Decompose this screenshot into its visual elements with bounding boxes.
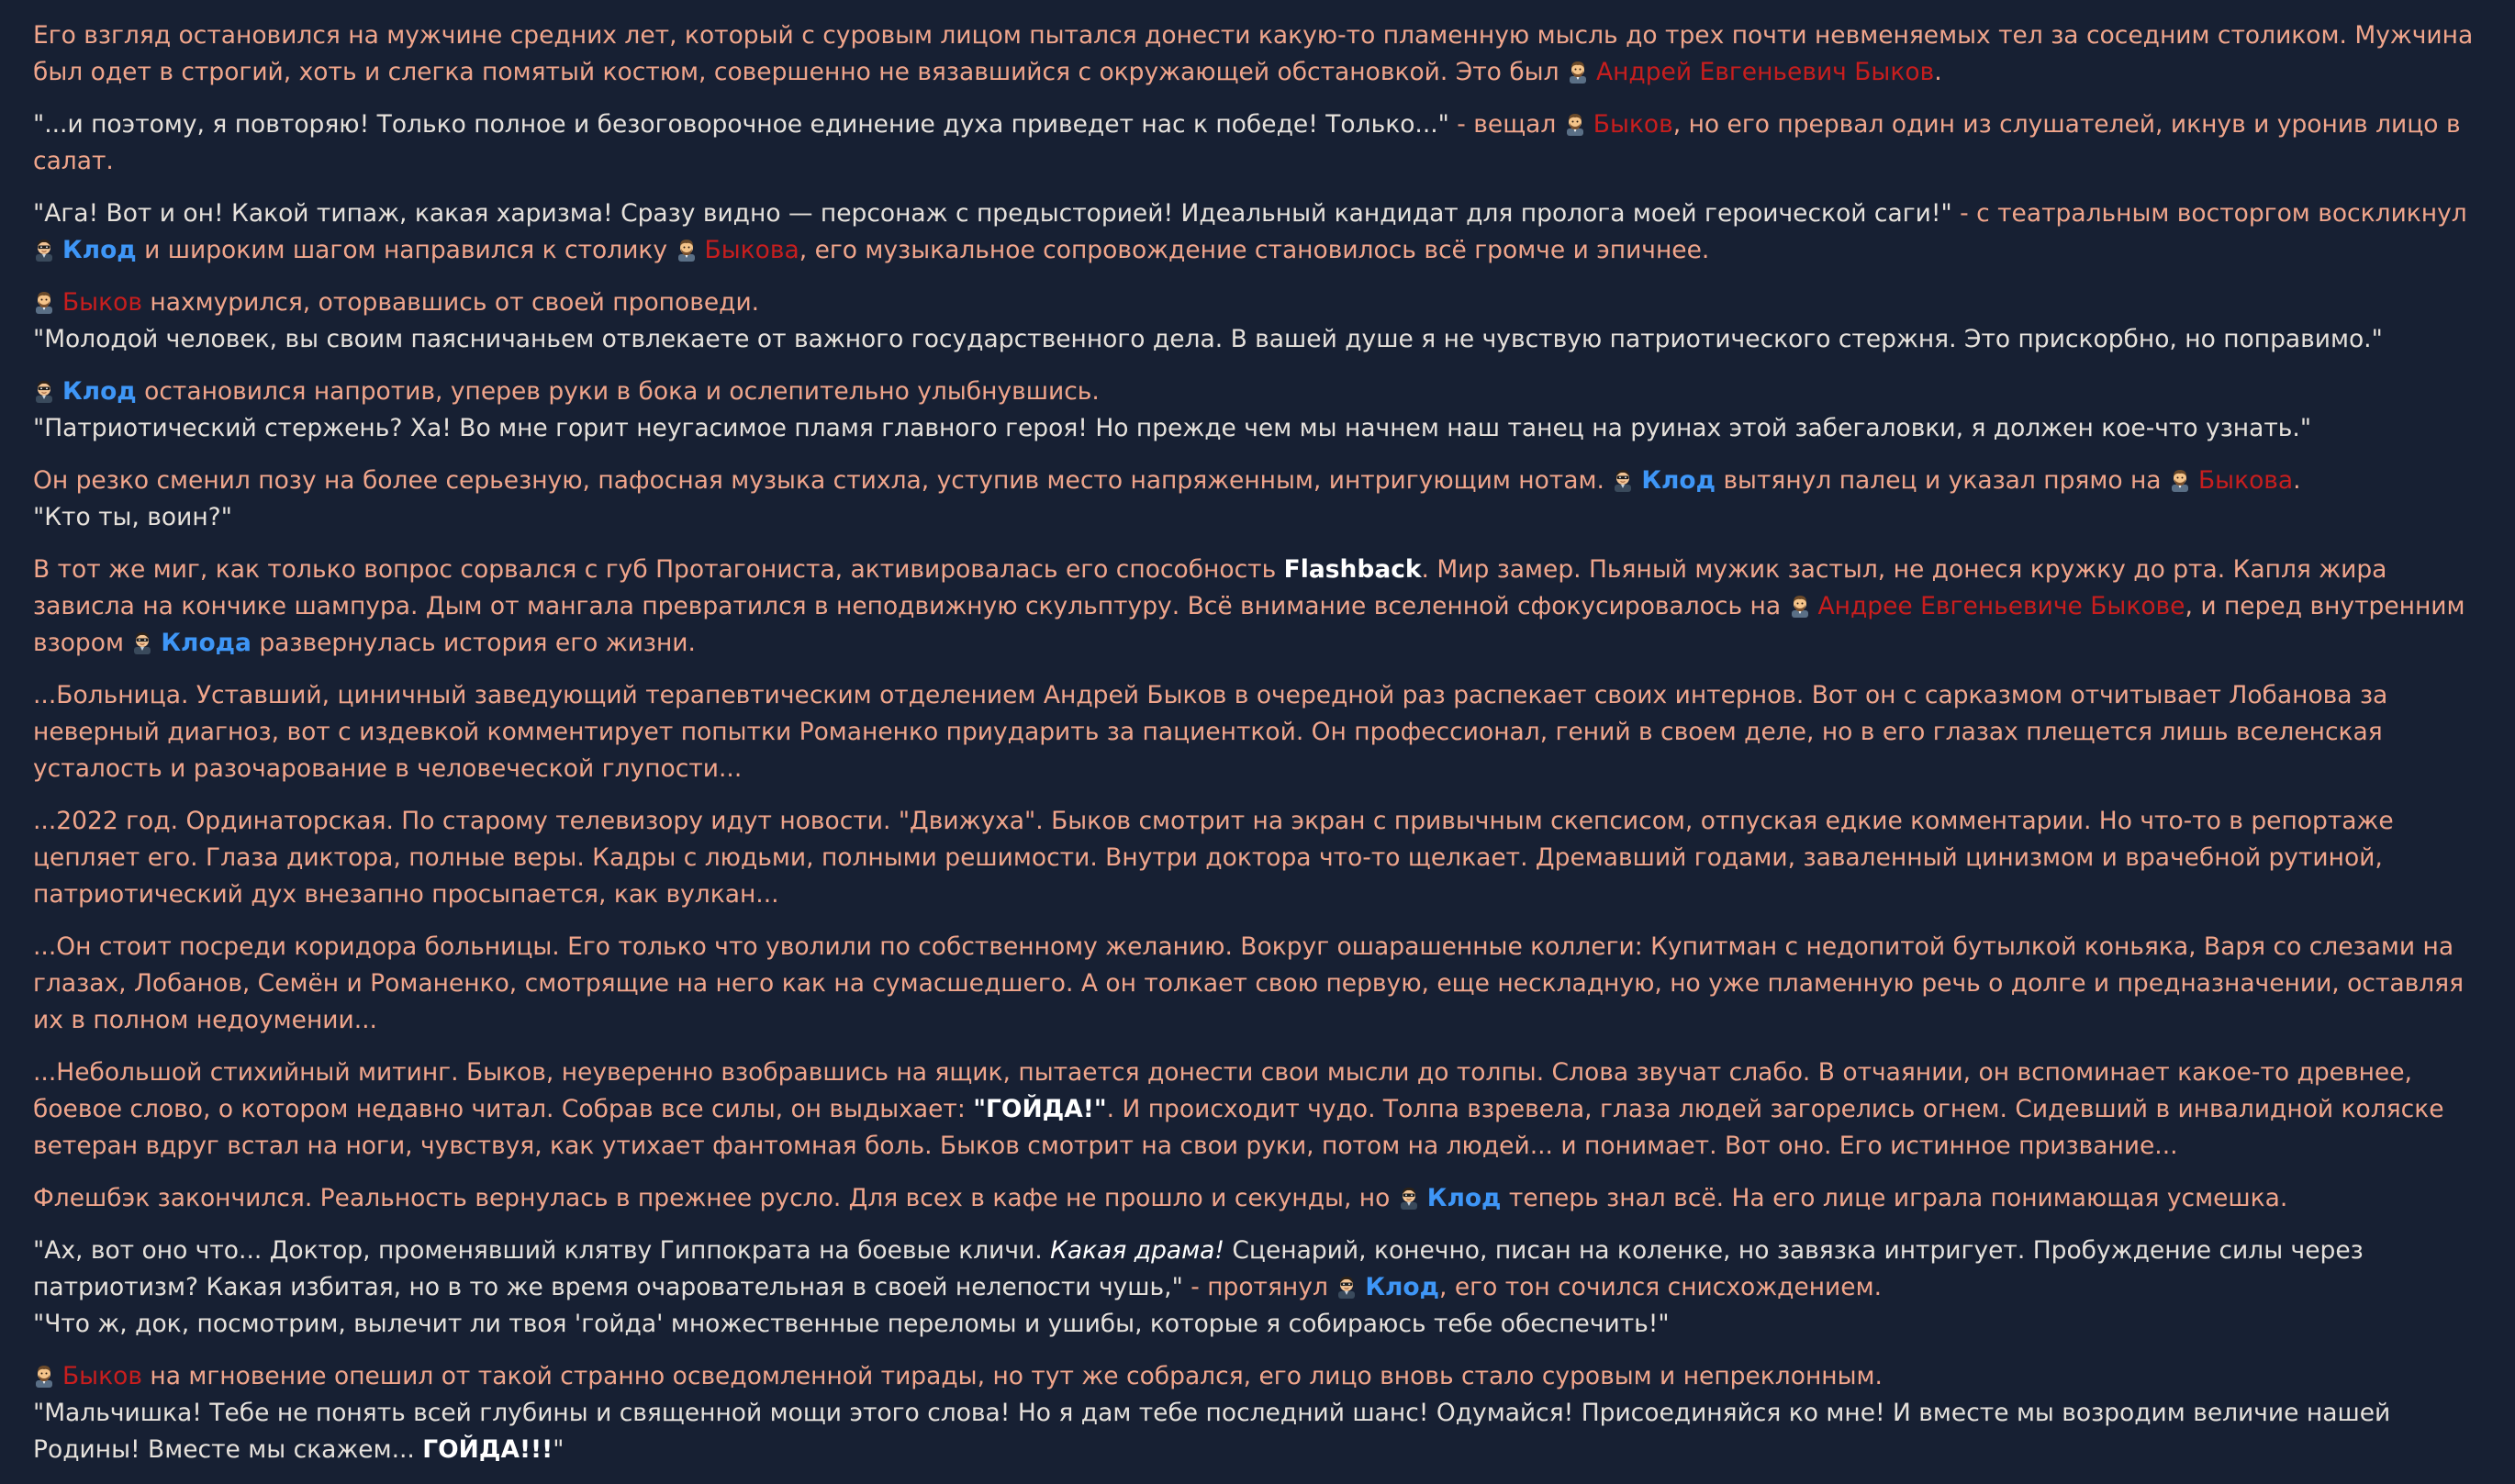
story-paragraph (33, 285, 2493, 358)
character-name-bykov: Быков (62, 1362, 142, 1390)
man-mask-emoji-icon (1398, 1186, 1420, 1210)
narration-text: , его музыкальное сопровождение становилось всё громче и эпичнее. (799, 236, 1710, 264)
dialogue-text: "Патриотический стержень? Ха! Во мне горит неугасимое пламя главного героя! Но прежде чем мы начнем наш танец на руинах этой забегаловки, я должен кое-что узнать." (33, 414, 2312, 442)
man-beard-emoji-icon (1564, 112, 1586, 136)
story-paragraph (33, 677, 2493, 787)
narration-text: - вещал (1448, 110, 1564, 139)
story-paragraph (33, 463, 2493, 536)
dialogue-text: "Ах, вот оно что... Доктор, променявший клятву Гиппократа на боевые кличи. (33, 1236, 1051, 1265)
dialogue-text: "Мальчишка! Тебе не понять всей глубины и священной мощи этого слова! Но я дам тебе последний шанс! Одумайся! Присоединяйся ко мне! И вместе мы возродим величие нашей Родины! Вместе мы скажем... (33, 1399, 2391, 1464)
character-name-bykov: Андрей Евгеньевич Быков (1595, 58, 1935, 86)
man-mask-emoji-icon (1336, 1275, 1358, 1299)
narration-text: В тот же миг, как только вопрос сорвался с губ Протагониста, активировалась его способность (33, 555, 1284, 584)
narration-text: развернулась история его жизни. (251, 629, 696, 657)
man-beard-emoji-icon (33, 290, 55, 314)
man-mask-emoji-icon (33, 379, 55, 403)
narration-text: Он резко сменил позу на более серьезную, пафосная музыка стихла, уступив место напряженным, интригующим нотам. (33, 466, 1613, 495)
narration-text: вытянул палец и указал прямо на (1716, 466, 2169, 495)
emphasis-bold-text: "ГОЙДА!" (973, 1095, 1107, 1123)
story-paragraph (33, 17, 2493, 91)
character-name-bykov: Быкова (704, 236, 799, 264)
man-beard-emoji-icon (1567, 60, 1589, 84)
man-mask-emoji-icon (1612, 468, 1634, 492)
character-name-klod: Клод (1641, 466, 1716, 495)
narration-text: ...Небольшой стихийный митинг. Быков, неуверенно взобравшись на ящик, пытается донести свои мысли до толпы. Слова звучат слабо. В отчаянии, он вспоминает какое-то древнее, боевое слово, о котором недавно читал. Собрав все силы, он выдыхает: (33, 1058, 2412, 1123)
narration-text: на мгновение опешил от такой странно осведомленной тирады, но тут же собрался, его лицо вновь стало суровым и непреклонным. (141, 1362, 1883, 1390)
man-beard-emoji-icon (2169, 468, 2191, 492)
dialogue-text: Сценарий, конечно, писан на коленке, но завязка интригует. Пробуждение силы через патриотизм? Какая избитая, но в то же время очаровательная в своей нелепости чушь," (33, 1236, 2364, 1301)
emphasis-bold-text: Flashback (1283, 555, 1422, 584)
dialogue-text: "Что ж, док, посмотрим, вылечит ли твоя 'гойда' множественные переломы и ушибы, которые я собираюсь тебе обеспечить!" (33, 1310, 1670, 1338)
narration-text: Его взгляд остановился на мужчине средних лет, который с суровым лицом пытался донести какую-то пламенную мысль до трех почти невменяемых тел за соседним столиком. Мужчина был одет в строгий, хоть и слегка помятый костюм, совершенно не вязавшийся с окружающей обстановкой. Это был (33, 21, 2474, 86)
narration-text: . (2293, 466, 2301, 495)
narration-text: теперь знал всё. На его лице играла понимающая усмешка. (1501, 1184, 2288, 1212)
narration-text: Флешбэк закончился. Реальность вернулась в прежнее русло. Для всех в кафе не прошло и секунды, но (33, 1184, 1398, 1212)
narration-text: . И происходит чудо. Толпа взревела, глаза людей загорелись огнем. Сидевший в инвалидной коляске ветеран вдруг встал на ноги, чувствуя, как утихает фантомная боль. Быков смотрит на свои руки, потом на людей... и понимает. Вот оно. Его истинное призвание... (33, 1095, 2444, 1160)
narration-text: , но его прервал один из слушателей, икнув и уронив лицо в салат. (33, 110, 2461, 175)
dialogue-text: "Кто ты, воин?" (33, 503, 232, 531)
narration-text: остановился напротив, уперев руки в бока и ослепительно улыбнувшись. (136, 377, 1100, 406)
character-name-bykov: Быкова (2197, 466, 2294, 495)
story-paragraph (33, 803, 2493, 913)
story-paragraph (33, 1358, 2493, 1468)
narration-text: - с театральным восторгом воскликнул (1951, 199, 2467, 228)
man-mask-emoji-icon (33, 238, 55, 262)
narration-text: - протянул (1182, 1273, 1336, 1301)
story-paragraph (33, 1054, 2493, 1165)
narration-text: ...Он стоит посреди коридора больницы. Его только что уволили по собственному желанию. Вокруг ошарашенные коллеги: Купитман с недопитой бутылкой коньяка, Варя со слезами на глазах, Лобанов, Семён и Романенко, смотрящие на него как на сумасшедшего. А он толкает свою первую, еще нескладную, но уже пламенную речь о долге и предназначении, оставляя их в полном недоумении... (33, 932, 2465, 1034)
man-beard-emoji-icon (1789, 594, 1811, 618)
character-name-klod: Клод (1426, 1184, 1502, 1212)
emphasis-bold-text: ГОЙДА!!! (422, 1435, 553, 1464)
man-beard-emoji-icon (676, 238, 698, 262)
narration-text: . (1934, 58, 1942, 86)
character-name-bykov: Быков (1593, 110, 1673, 139)
story-paragraph (33, 1180, 2493, 1217)
character-name-klod: Клод (62, 236, 137, 264)
narration-text: , и перед внутренним взором (33, 592, 2465, 657)
narration-text: . Мир замер. Пьяный мужик застыл, не донеся кружку до рта. Капля жира зависла на кончике шампура. Дым от мангала превратился в неподвижную скульптуру. Всё внимание вселенной сфокусировалось на (33, 555, 2387, 620)
emphasis-italic-text: Какая драма! (1050, 1236, 1224, 1265)
dialogue-text: " (553, 1435, 564, 1464)
story-paragraph (33, 929, 2493, 1039)
character-name-bykov: Андрее Евгеньевиче Быкове (1817, 592, 2185, 620)
character-name-klod: Клода (161, 629, 252, 657)
story-paragraph (33, 106, 2493, 180)
dialogue-text: "...и поэтому, я повторяю! Только полное и безоговорочное единение духа приведет нас к победе! Только..." (33, 110, 1449, 139)
narration-text: и широким шагом направился к столику (136, 236, 676, 264)
story-paragraph (33, 195, 2493, 269)
story-paragraph (33, 552, 2493, 662)
character-name-bykov: Быков (62, 288, 142, 317)
story-paragraph (33, 1233, 2493, 1343)
dialogue-text: "Ага! Вот и он! Какой типаж, какая харизма! Сразу видно — персонаж с предысторией! Идеальный кандидат для пролога моей героической саги!" (33, 199, 1952, 228)
character-name-klod: Клод (1365, 1273, 1439, 1301)
narration-text: ...2022 год. Ординаторская. По старому телевизору идут новости. "Движуха". Быков смотрит на экран с привычным скепсисом, отпуская едкие комментарии. Но что-то в репортаже цепляет его. Глаза диктора, полные веры. Кадры с людьми, полными решимости. Внутри доктора что-то щелкает. Дремавший годами, заваленный цинизмом и врачебной рутиной, патриотический дух внезапно просыпается, как вулкан... (33, 807, 2394, 909)
man-mask-emoji-icon (131, 630, 153, 654)
story-message (33, 17, 2493, 1484)
story-paragraph (33, 374, 2493, 447)
man-beard-emoji-icon (33, 1364, 55, 1388)
narration-text: , его тон сочился снисхождением. (1439, 1273, 1882, 1301)
character-name-klod: Клод (62, 377, 137, 406)
dialogue-text: "Молодой человек, вы своим паясничаньем отвлекаете от важного государственного дела. В вашей душе я не чувствую патриотического стержня. Это прискорбно, но поправимо." (33, 325, 2383, 353)
narration-text: нахмурился, оторвавшись от своей проповеди. (141, 288, 760, 317)
narration-text: ...Больница. Уставший, циничный заведующий терапевтическим отделением Андрей Быков в очередной раз распекает своих интернов. Вот он с сарказмом отчитывает Лобанова за неверный диагноз, вот с издевкой комментирует попытки Романенко приударить за пациенткой. Он профессионал, гений в своем деле, но в его глазах плещется лишь вселенская усталость и разочарование в человеческой глупости... (33, 681, 2388, 783)
